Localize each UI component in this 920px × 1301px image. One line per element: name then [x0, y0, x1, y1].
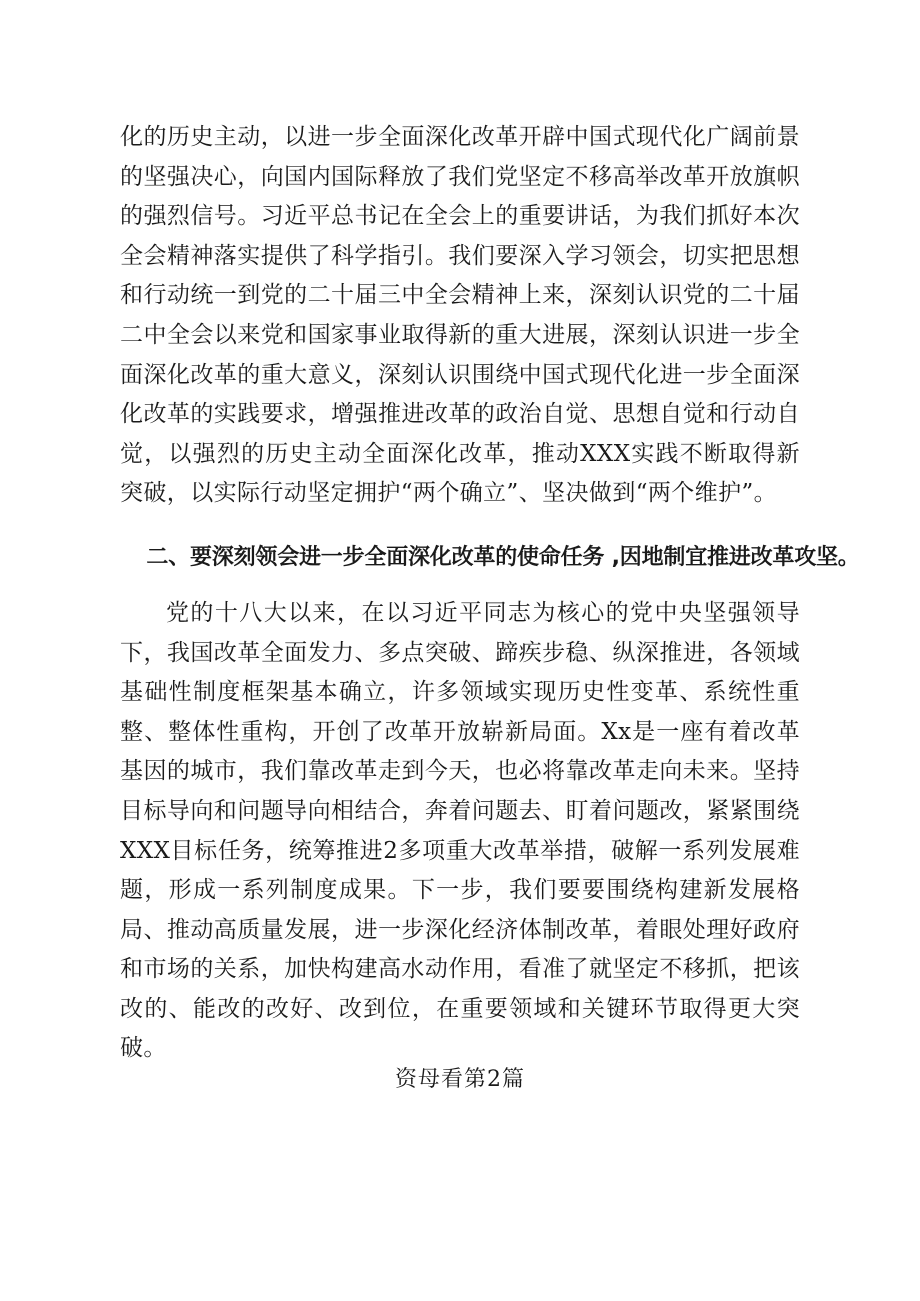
- document-body: [120, 118, 860, 1069]
- next-article-title: 资母看第2篇: [395, 1067, 525, 1092]
- paragraph-section-two: 党的十八大以来，在以习近平同志为核心的党中央坚强领导下，我国改革全面发力、多点突破、蹄疾步稳、纵深推进，各领域基础性制度框架基本确立，许多领域实现历史性变革、系统性重整、整体性重构，开创了改革开放崭新局面。Xx是一座有着改革基因的城市，我们靠改革走到今天，也必将靠改革走向未来。坚持目标导向和问题导向相结合，奔着问题去、盯着问题改，紧紧围绕XXX目标任务，统筹推进2多项重大改革举措，破解一系列发展难题，形成一系列制度成果。下一步，我们要要围绕构建新发展格局、推动高质量发展，进一步深化经济体制改革，着眼处理好政府和市场的关系，加快构建高水动作用，看准了就坚定不移抓，把该改的、能改的改好、改到位，在重要领域和关键环节取得更大突破。: [120, 599, 800, 1062]
- paragraph-continued: 化的历史主动，以进一步全面深化改革开辟中国式现代化广阔前景的坚强决心，向国内国际释放了我们党坚定不移高举改革开放旗帜的强烈信号。习近平总书记在全会上的重要讲话，为我们抓好本次全会精神落实提供了科学指引。我们要深入学习领会，切实把思想和行动统一到党的二十届三中全会精神上来，深刻认识党的二十届二中全会以来党和国家事业取得新的重大进展，深刻认识进一步全面深化改革的重大意义，深刻认识围绕中国式现代化进一步全面深化改革的实践要求，增强推进改革的政治自觉、思想自觉和行动自觉，以强烈的历史主动全面深化改革，推动XXX实践不断取得新突破，以实际行动坚定拥护“两个确立”、坚决做到“两个维护”。: [120, 124, 800, 507]
- section-heading: 二、要深刻领会进一步全面深化改革的使命任务 ,因地制宜推进改革攻坚。: [146, 544, 860, 570]
